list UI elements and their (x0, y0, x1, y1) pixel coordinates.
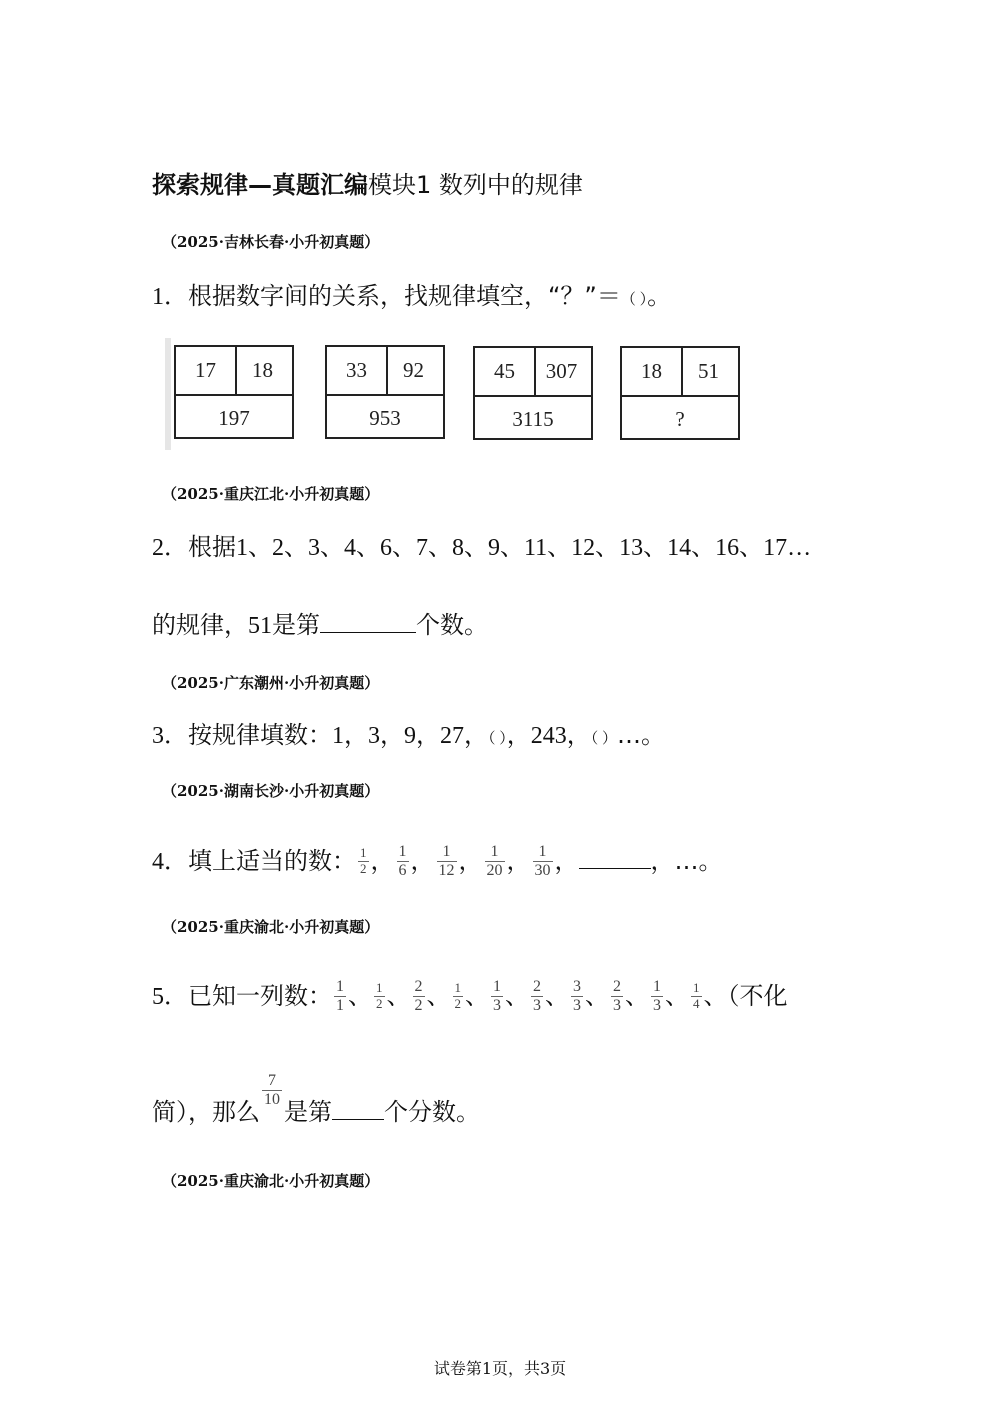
fraction (485, 843, 505, 881)
denominator: 2 (360, 861, 367, 877)
fraction (358, 846, 369, 877)
question-text: 按规律填数： (188, 721, 332, 749)
denominator: 3 (653, 997, 661, 1015)
title-bold: 探索规律—真题汇编 (152, 171, 368, 199)
number-box (325, 345, 445, 439)
figure-shadow (165, 338, 171, 450)
numerator: 1 (376, 980, 383, 996)
numerator: 3 (571, 978, 583, 997)
denominator: 6 (398, 862, 407, 880)
separator: ， (458, 846, 483, 875)
numerator: 1 (360, 845, 367, 861)
answer-paren: （ ） (488, 731, 507, 747)
question-source: （2025·广东潮州·小升初真题） (162, 674, 380, 692)
box-bottom-value: ? (622, 395, 738, 442)
page-footer: 试卷第1页，共3页 (433, 1359, 567, 1378)
question-source: （2025·重庆渝北·小升初真题） (162, 1172, 380, 1190)
separator: ， (506, 846, 531, 875)
numerator: 1 (491, 978, 503, 997)
box-bottom-value: 3115 (475, 395, 591, 442)
separator: 、 (426, 981, 451, 1010)
denominator: 2 (414, 997, 423, 1015)
denominator: 3 (613, 997, 621, 1015)
question-text: （不化 (727, 981, 788, 1010)
box-bottom-value: 197 (176, 394, 292, 441)
denominator: 4 (693, 996, 700, 1012)
denominator: 3 (573, 997, 581, 1015)
numerator: 1 (485, 843, 505, 862)
question-2 (152, 530, 811, 565)
fraction-sequence (332, 978, 728, 1015)
box-top-right-value: 51 (698, 359, 719, 383)
number-box (620, 346, 740, 440)
box-top-right-value: 307 (545, 359, 578, 383)
separator: 、 (545, 981, 569, 1010)
fraction (453, 981, 464, 1012)
fraction (691, 981, 702, 1012)
separator: 、 (665, 981, 689, 1010)
question-end: …。 (617, 721, 666, 749)
question-source: （2025·湖南长沙·小升初真题） (162, 782, 380, 800)
numerator: 1 (693, 980, 700, 996)
denominator: 2 (376, 996, 383, 1012)
title-module: 模块1 数列中的规律 (368, 171, 583, 199)
number-box (473, 346, 593, 440)
fraction (397, 843, 409, 881)
target-fraction (262, 1072, 282, 1110)
box-bottom-value: 953 (327, 394, 443, 441)
numerator: 1 (454, 980, 461, 996)
numerator: 7 (262, 1072, 282, 1091)
numerator: 2 (531, 978, 543, 997)
numerator: 2 (413, 978, 425, 997)
question-text: 个数。 (416, 611, 488, 639)
target-number: 51 (248, 613, 272, 639)
numerator: 2 (611, 978, 623, 997)
question-text: 根据 (188, 533, 236, 561)
number-sequence: ，243， (506, 723, 591, 749)
number-sequence: 1、2、3、4、6、7、8、9、11、12、13、14、16、17… (236, 535, 812, 561)
question-5-line2 (152, 1072, 480, 1132)
numerator: 1 (334, 978, 346, 997)
question-text: 的规律， (152, 611, 248, 639)
question-number: 1． (152, 284, 188, 310)
box-top-right-value: 18 (252, 358, 273, 382)
numerator: 1 (651, 978, 663, 997)
separator: ， (370, 846, 395, 875)
box-top-left-value: 17 (176, 347, 237, 394)
answer-blank[interactable] (579, 848, 651, 869)
numerator: 1 (397, 843, 409, 862)
question-end: 。 (647, 282, 672, 310)
denominator: 10 (264, 1091, 280, 1109)
fraction (334, 978, 346, 1016)
question-4 (152, 843, 723, 881)
denominator: 12 (438, 862, 455, 880)
question-text: 是第 (284, 1097, 332, 1126)
denominator: 2 (454, 996, 461, 1012)
question-text: 根据数字间的关系，找规律填空，“？”＝ (188, 282, 621, 310)
fraction (531, 978, 543, 1016)
fraction (437, 843, 457, 881)
question-3 (152, 718, 665, 756)
fraction (413, 978, 425, 1016)
question-text: 个分数。 (384, 1097, 480, 1126)
separator: ， (410, 846, 435, 875)
denominator: 30 (534, 862, 551, 880)
question-text: 简），那么 (152, 1097, 260, 1126)
question-text: 填上适当的数： (188, 846, 356, 875)
question-text: 是第 (272, 611, 320, 639)
separator: 、 (465, 981, 489, 1010)
denominator: 20 (486, 862, 503, 880)
question-number: 2． (152, 535, 188, 561)
box-top-left-value: 33 (327, 347, 388, 394)
fraction (571, 978, 583, 1016)
denominator: 1 (336, 997, 344, 1015)
question-number: 3． (152, 723, 188, 749)
box-top-right-value: 92 (403, 358, 424, 382)
question-5 (152, 978, 788, 1016)
answer-paren: （ ） (620, 292, 648, 308)
separator: 、 (348, 981, 372, 1010)
denominator: 3 (493, 997, 501, 1015)
fraction (533, 843, 553, 881)
separator: 、 (585, 981, 609, 1010)
question-1 (152, 279, 671, 317)
page-title (152, 168, 583, 202)
answer-paren: （ ） (590, 731, 618, 747)
question-end: ，…。 (650, 846, 723, 875)
question-number: 4． (152, 848, 188, 875)
denominator: 3 (533, 997, 541, 1015)
fraction-sequence (356, 843, 579, 880)
question-source: （2025·重庆江北·小升初真题） (162, 485, 380, 503)
separator: 、 (703, 981, 728, 1010)
separator: ， (554, 846, 579, 875)
separator: 、 (386, 981, 411, 1010)
question-source: （2025·重庆渝北·小升初真题） (162, 918, 380, 936)
question-text: 已知一列数： (188, 981, 332, 1010)
number-box (174, 345, 294, 439)
answer-blank[interactable] (332, 1099, 384, 1120)
numerator: 1 (533, 843, 553, 862)
number-sequence: 1，3，9，27， (332, 723, 488, 749)
question-number: 5． (152, 983, 188, 1010)
question-source: （2025·吉林长春·小升初真题） (162, 233, 380, 251)
question-2-line2 (152, 608, 488, 643)
numerator: 1 (437, 843, 457, 862)
fraction (651, 978, 663, 1016)
box-top-left-value: 45 (475, 348, 536, 395)
fraction (374, 981, 385, 1012)
box-top-left-value: 18 (622, 348, 683, 395)
fraction (491, 978, 503, 1016)
separator: 、 (505, 981, 529, 1010)
separator: 、 (625, 981, 649, 1010)
answer-blank[interactable] (320, 612, 416, 633)
fraction (611, 978, 623, 1016)
